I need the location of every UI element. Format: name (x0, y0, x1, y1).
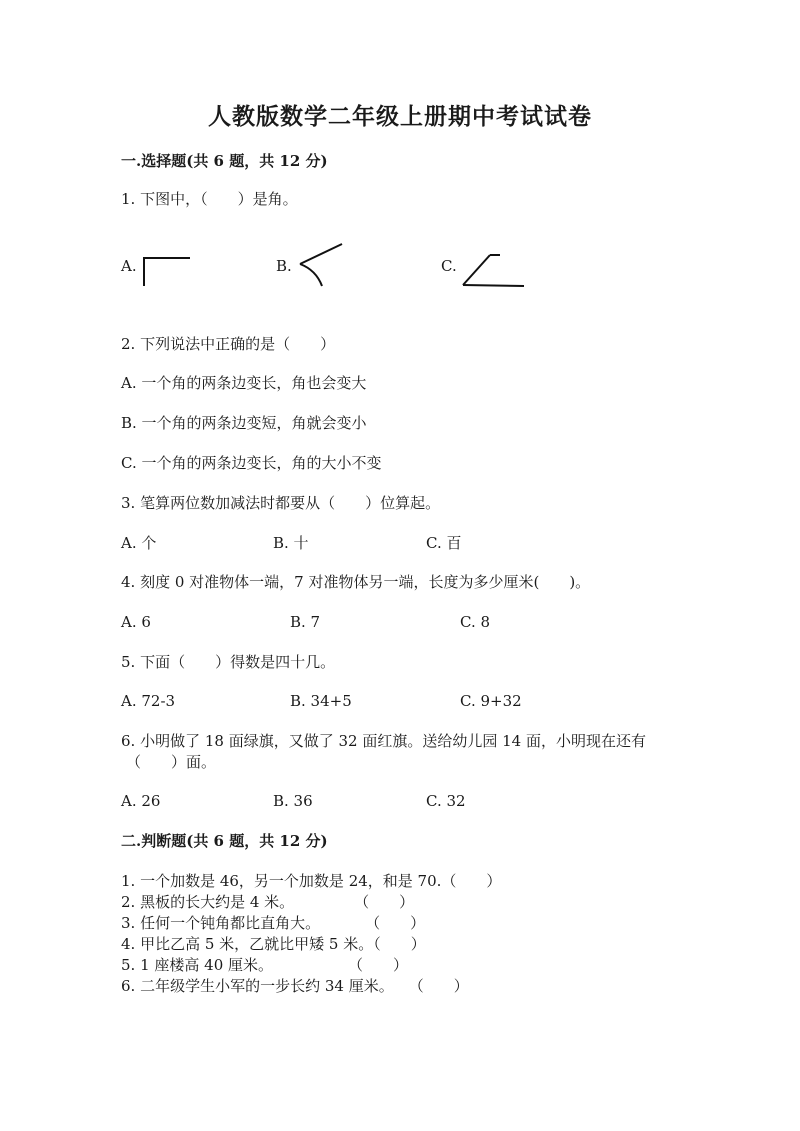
question-4-option-b: B. 7 (290, 613, 321, 631)
judge-item: 2. 黑板的长大约是 4 米。 （ ） (121, 893, 415, 911)
judge-item: 5. 1 座楼高 40 厘米。 （ ） (121, 956, 409, 974)
judge-item: 4. 甲比乙高 5 米，乙就比甲矮 5 米。（ ） (121, 935, 426, 953)
option-b-curved-figure (296, 240, 346, 290)
question-6-stem-line-1: 6. 小明做了 18 面绿旗，又做了 32 面红旗。送给幼儿园 14 面，小明现在还有 (121, 732, 646, 750)
question-5-option-a: A. 72-3 (121, 692, 176, 710)
question-4-option-c: C. 8 (460, 613, 491, 631)
option-a-right-angle-figure (140, 254, 192, 288)
question-2-stem: 2. 下列说法中正确的是（ ） (121, 335, 336, 353)
question-4-stem: 4. 刻度 0 对准物体一端，7 对准物体另一端，长度为多少厘米( )。 (121, 573, 591, 591)
question-6-option-c: C. 32 (426, 792, 466, 810)
judge-item: 1. 一个加数是 46，另一个加数是 24，和是 70.（ ） (121, 872, 502, 890)
section-heading-true-false: 二.判断题(共 6 题，共 12 分) (121, 832, 328, 850)
question-3-stem: 3. 笔算两位数加减法时都要从（ ）位算起。 (121, 494, 441, 512)
question-3-option-a: A. 个 (121, 534, 157, 552)
question-6-stem-line-2: （ ）面。 (126, 753, 217, 771)
question-1-stem: 1. 下图中，（ ）是角。 (121, 190, 298, 208)
question-6-option-b: B. 36 (273, 792, 313, 810)
question-2-option-b: B. 一个角的两条边变短，角就会变小 (121, 414, 367, 432)
question-2-option-a: A. 一个角的两条边变长，角也会变大 (121, 374, 367, 392)
question-1-option-a-label: A. (121, 257, 137, 275)
judge-item: 6. 二年级学生小军的一步长约 34 厘米。 （ ） (121, 977, 469, 995)
question-1-option-c-label: C. (441, 257, 457, 275)
question-1-option-b-label: B. (276, 257, 292, 275)
exam-title: 人教版数学二年级上册期中考试试卷 (208, 103, 592, 130)
question-3-option-c: C. 百 (426, 534, 462, 552)
question-5-option-c: C. 9+32 (460, 692, 522, 710)
question-2-option-c: C. 一个角的两条边变长，角的大小不变 (121, 454, 382, 472)
question-5-option-b: B. 34+5 (290, 692, 352, 710)
question-5-stem: 5. 下面（ ）得数是四十几。 (121, 653, 336, 671)
section-heading-choice: 一.选择题(共 6 题，共 12 分) (121, 152, 328, 170)
option-c-open-figure (460, 250, 528, 290)
judge-item: 3. 任何一个钝角都比直角大。 （ ） (121, 914, 426, 932)
question-4-option-a: A. 6 (121, 613, 151, 631)
question-6-option-a: A. 26 (121, 792, 161, 810)
question-3-option-b: B. 十 (273, 534, 309, 552)
